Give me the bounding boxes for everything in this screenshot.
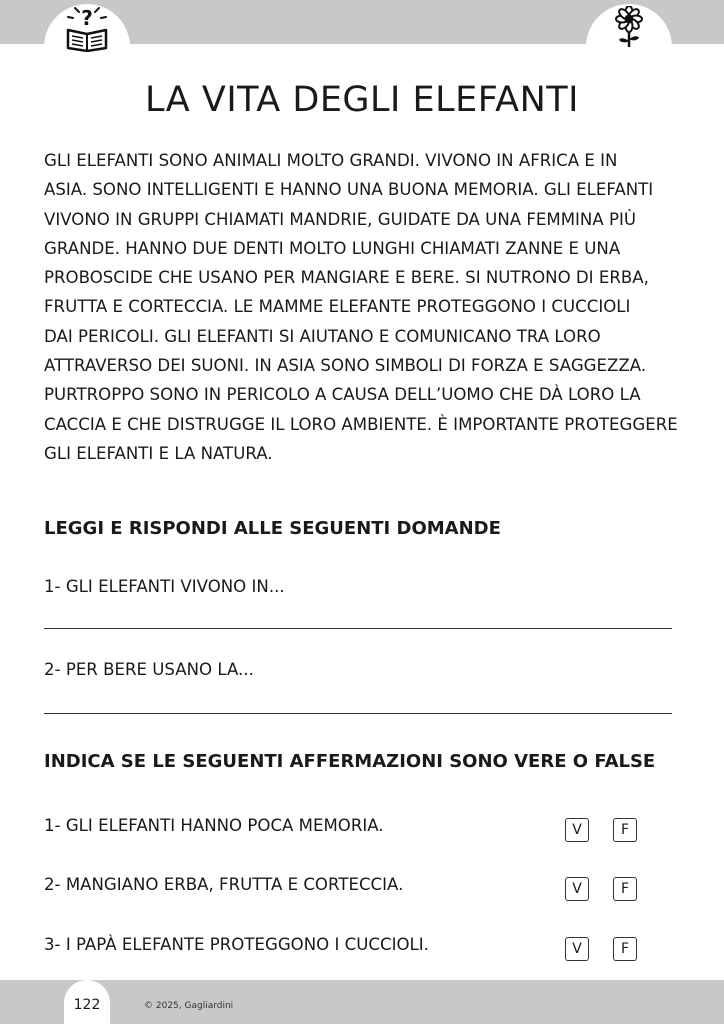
statement-1: 1- GLI ELEFANTI HANNO POCA MEMORIA. (44, 816, 384, 835)
page-number: 122 (64, 980, 110, 1024)
true-false-row-2 (44, 875, 644, 901)
answer-line-1[interactable] (44, 628, 672, 629)
statement-3: 3- I PAPÀ ELEFANTE PROTEGGONO I CUCCIOLI. (44, 935, 429, 954)
true-false-row-1 (44, 816, 644, 842)
flower-icon (613, 6, 645, 48)
footer-band (0, 980, 724, 1024)
page-title: LA VITA DEGLI ELEFANTI (145, 80, 579, 120)
book-question-icon (65, 6, 109, 52)
svg-text:?: ? (81, 6, 93, 30)
true-box-1[interactable]: V (565, 818, 589, 842)
question-2: 2- PER BERE USANO LA... (44, 660, 254, 679)
reading-paragraph: GLI ELEFANTI SONO ANIMALI MOLTO GRANDI. VIVONO IN AFRICA E IN ASIA. SONO INTELLIGENTI E HANNO UNA BUONA MEMORIA. GLI ELEFANTI VIVONO IN GRUPPI CHIAMATI MANDRIE, GUIDATE DA UNA FEMMINA PIÙ GRANDE. HANNO DUE DENTI MOLTO LUNGHI CHIAMATI ZANNE E UNA PROBOSCIDE CHE USANO PER MANGIARE E BERE. SI NUTRONO DI ERBA, FRUTTA E CORTECCIA. LE MAMME ELEFANTE PROTEGGONO I CUCCIOLI DAI PERICOLI. GLI ELEFANTI SI AIUTANO E COMUNICANO TRA LORO ATTRAVERSO DEI SUONI. IN ASIA SONO SIMBOLI DI FORZA E SAGGEZZA. PURTROPPO SONO IN PERICOLO A CAUSA DELL’UOMO CHE DÀ LORO LA CACCIA E CHE DISTRUGGE IL LORO AMBIENTE. È IMPORTANTE PROTEGGERE GLI ELEFANTI E LA NATURA. (44, 151, 678, 463)
true-box-3[interactable]: V (565, 937, 589, 961)
false-box-3[interactable]: F (613, 937, 637, 961)
true-false-heading: INDICA SE LE SEGUENTI AFFERMAZIONI SONO VERE O FALSE (44, 751, 656, 772)
true-box-2[interactable]: V (565, 877, 589, 901)
statement-2: 2- MANGIANO ERBA, FRUTTA E CORTECCIA. (44, 875, 404, 894)
answer-line-2[interactable] (44, 713, 672, 714)
false-box-1[interactable]: F (613, 818, 637, 842)
question-1: 1- GLI ELEFANTI VIVONO IN... (44, 577, 285, 596)
copyright-notice: © 2025, Gagliardini (144, 1001, 234, 1011)
false-box-2[interactable]: F (613, 877, 637, 901)
true-false-row-3 (44, 935, 644, 961)
questions-heading: LEGGI E RISPONDI ALLE SEGUENTI DOMANDE (44, 518, 501, 539)
